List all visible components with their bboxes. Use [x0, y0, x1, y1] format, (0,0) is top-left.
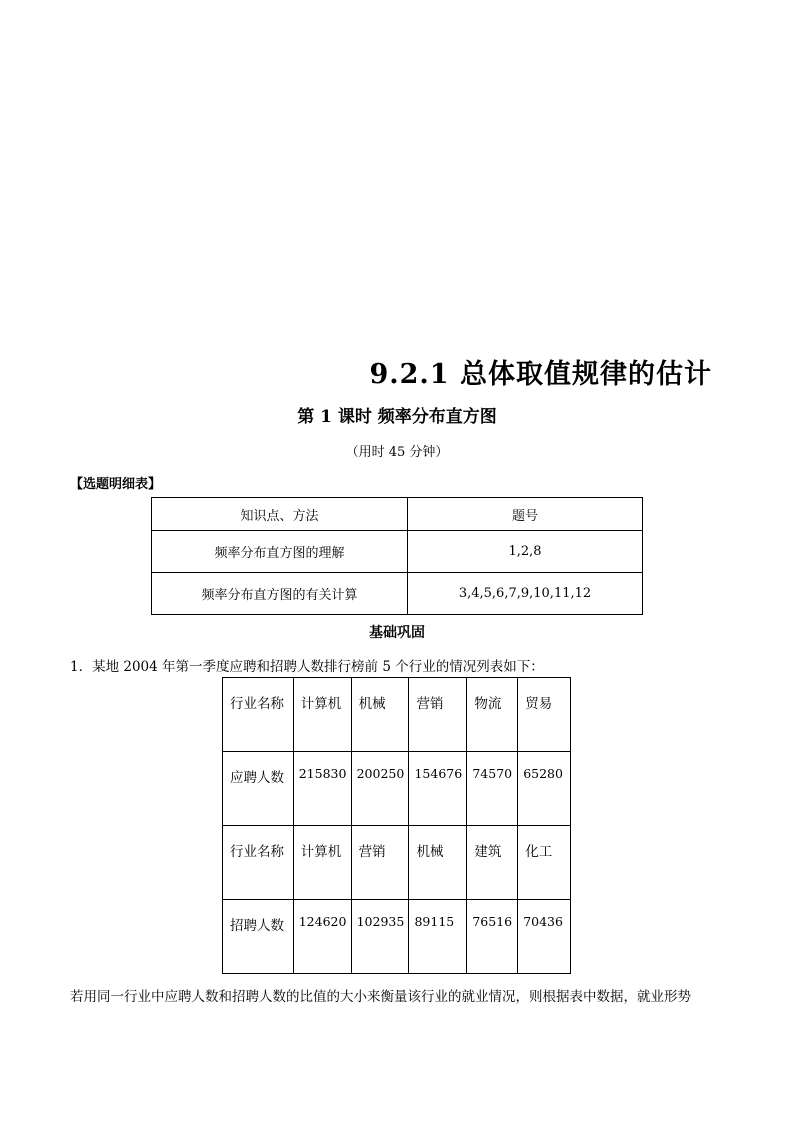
table-cell: 65280 [518, 752, 571, 826]
table-cell: 1,2,8 [408, 531, 643, 573]
table-cell: 物流 [467, 678, 518, 752]
table-cell: 行业名称 [223, 678, 294, 752]
lesson-subtitle: 第 1 课时 频率分布直方图 [297, 407, 497, 427]
table-cell: 89115 [409, 900, 467, 974]
table-cell: 215830 [293, 752, 351, 826]
table-cell: 频率分布直方图的有关计算 [152, 573, 408, 615]
table-row [223, 900, 571, 974]
table-cell: 营销 [409, 678, 467, 752]
table-cell: 机械 [351, 678, 409, 752]
question-1-text: 1．某地 2004 年第一季度应聘和招聘人数排行榜前 5 个行业的情况列表如下： [70, 659, 544, 675]
table-cell: 74570 [467, 752, 518, 826]
time-note: （用时 45 分钟） [345, 445, 449, 460]
table-row [223, 826, 571, 900]
table-cell: 营销 [351, 826, 409, 900]
job-statistics-table [222, 677, 571, 974]
page-title: 9.2.1 总体取值规律的估计 [369, 359, 712, 390]
table-cell: 频率分布直方图的理解 [152, 531, 408, 573]
table-cell: 贸易 [518, 678, 571, 752]
table-cell: 化工 [518, 826, 571, 900]
table-cell: 3,4,5,6,7,9,10,11,12 [408, 573, 643, 615]
table-row [223, 678, 571, 752]
table-cell: 102935 [351, 900, 409, 974]
table-cell: 70436 [518, 900, 571, 974]
table-header-cell: 题号 [408, 498, 643, 531]
question-1-continuation: 若用同一行业中应聘人数和招聘人数的比值的大小来衡量该行业的就业情况，则根据表中数据，就业形势 [70, 989, 691, 1005]
table-cell: 200250 [351, 752, 409, 826]
table-row [152, 573, 643, 615]
table-cell: 机械 [409, 826, 467, 900]
table-row [152, 531, 643, 573]
table-row [223, 752, 571, 826]
table-header-cell: 知识点、方法 [152, 498, 408, 531]
table-cell: 行业名称 [223, 826, 294, 900]
table-cell: 124620 [293, 900, 351, 974]
section-heading-basic: 基础巩固 [369, 625, 425, 641]
section-label-question-selection: 【选题明细表】 [70, 477, 162, 492]
table-cell: 计算机 [293, 678, 351, 752]
table-cell: 计算机 [293, 826, 351, 900]
table-header-row [152, 498, 643, 531]
table-cell: 76516 [467, 900, 518, 974]
table-cell: 建筑 [467, 826, 518, 900]
question-selection-table [151, 497, 643, 615]
table-cell: 154676 [409, 752, 467, 826]
table-cell: 应聘人数 [223, 752, 294, 826]
table-cell: 招聘人数 [223, 900, 294, 974]
